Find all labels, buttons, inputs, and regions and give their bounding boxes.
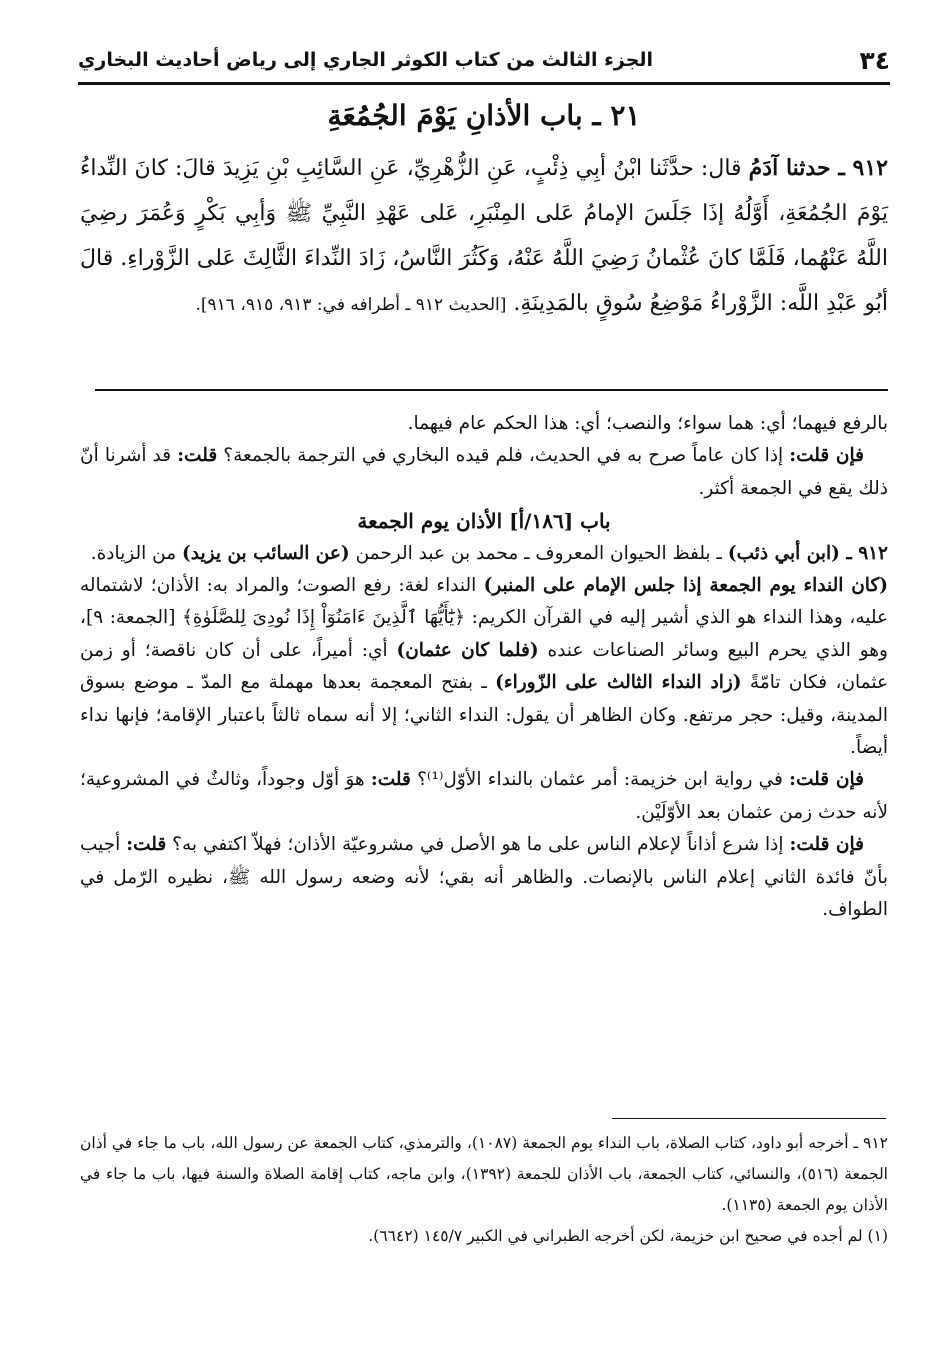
answer-text: قد أشرنا أنّ ذلك يقع في الجمعة أكثر.: [80, 445, 888, 499]
hadith-text: [80, 146, 888, 328]
sub-heading: باب [١٨٦/أ] الأذان يوم الجمعة: [357, 509, 611, 534]
chapter-title: ٢١ ـ باب الأذانِ يَوْمَ الجُمُعَةِ: [327, 99, 641, 132]
explanation: من الزيادة.: [90, 542, 183, 564]
commentary-paragraph-3: [80, 538, 888, 570]
explanation: ـ بفتح المعجمة بعدها مهملة مع المدّ ـ موضع بسوق المدينة، وقيل: حجر مرتفع. وكان الظاهر أن يقول: النداء الثاني؛ إلا أنه سماه ثالثاً باعتبار الإقامة؛ فإنها نداء أيضاً.: [80, 672, 888, 759]
page-number: ٣٤: [859, 45, 890, 75]
hadith-paragraph: [80, 146, 888, 328]
answer-text: هوَ أوّل وجوداً، وثالثٌ في المشروعية؛ لأنه حدث زمن عثمان بعد الأوّلَيْن.: [80, 769, 888, 823]
commentary-paragraph-5: [80, 764, 888, 829]
answer-label: قلت:: [177, 445, 218, 467]
header-rule: [78, 82, 890, 85]
commentary-paragraph-2: [80, 440, 888, 505]
footnote-hadith-912: ٩١٢ ـ أخرجه أبو داود، كتاب الصلاة، باب النداء يوم الجمعة (١٠٨٧)، والترمذي، كتاب الجمعة عن رسول الله، باب ما جاء في أذان الجمعة (٥١٦)، والنسائي، كتاب الجمعة، باب الأذان للجمعة (١٣٩٢)، وابن ماجه، كتاب إقامة الصلاة والسنة فيها، باب ما جاء في الأذان يوم الجمعة (١١٣٥).: [80, 1134, 889, 1214]
question-text: إذا شرع أذاناً لإعلام الناس على ما هو الأصل في مشروعيّة الأذان؛ فهلاّ اكتفي به؟: [166, 834, 790, 856]
bold-quote: ٩١٢ ـ (ابن أبي ذئب): [727, 542, 888, 564]
hadith-number-chain: ٩١٢ ـ حدثنا آدَمُ: [748, 155, 888, 181]
explanation: النداء لغة: رفع الصوت؛ والمراد به: الأذان؛ لاشتماله عليه، وهذا النداء هو الذي أشير إليه في القرآن الكريم: ﴿يَٰٓأَيُّهَا ٱلَّذِينَ ءَامَنُوٓاْ إِذَا نُودِىَ لِلصَّلَوٰةِ﴾ [الجمعة: ٩]، وهو الذي يحرم البيع وسائر الصناعات عنده: [80, 575, 888, 661]
explanation: أي: أميراً، على أن كان ناقصة؛ أو زمن عثمان، فكان تامّةً: [80, 639, 888, 694]
bold-quote: (زاد النداء الثالث على الزّوراء): [495, 672, 742, 694]
bold-quote: (عن السائب بن يزيد): [182, 542, 350, 564]
explanation: ـ بلفظ الحيوان المعروف ـ محمد بن عبد الرحمن: [349, 542, 728, 564]
running-title: الجزء الثالث من كتاب الكوثر الجاري إلى رياض أحاديث البخاري: [78, 49, 654, 71]
question-label: فإن قلت:: [789, 769, 864, 791]
commentary-paragraph-4: [80, 570, 888, 764]
answer-label: قلت:: [370, 769, 411, 791]
commentary-paragraph-1: بالرفع فيهما؛ أي: هما سواء؛ والنصب؛ أي: هذا الحكم عام فيهما.: [407, 413, 888, 434]
answer-label: قلت:: [126, 834, 167, 856]
commentary: [80, 408, 888, 927]
bold-quote: (كان النداء يوم الجمعة إذا جلس الإمام على المنبر): [483, 575, 889, 597]
hadith-body: قال: حدَّثَنا ابْنُ أبِي ذِئْبٍ، عَنِ الزُّهْرِيِّ، عَنِ السَّائِبِ بْنِ يَزِيدَ قالَ: كانَ النِّداءُ يَوْمَ الجُمُعَةِ، أَوَّلُهُ إذَا جَلَسَ الإمامُ عَلى المِنْبَرِ، عَلى عَهْدِ النَّبِيِّ ﷺ وَأبِي بَكْرٍ وَعُمَرَ رضِيَ اللَّهُ عَنْهُما، فَلَمَّا كانَ عُثْمانُ رَضِيَ اللَّهُ عَنْهُ، وَكَثُرَ النَّاسُ، زَادَ النِّداءَ الثَّالِثَ عَلى الزَّوْراءِ. قالَ أبُو عَبْدِ اللَّه: الزَّوْراءُ مَوْضِعُ سُوقٍ بالمَدِينَةِ.: [80, 156, 888, 316]
question-label: فإن قلت:: [789, 445, 864, 467]
footnote-1: (١) لم أجده في صحيح ابن خزيمة، لكن أخرجه الطبراني في الكبير ١٤٥/٧ (٦٦٤٢).: [368, 1227, 888, 1245]
hadith-references: [الحديث ٩١٢ ـ أطرافه في: ٩١٣، ٩١٥، ٩١٦].: [195, 295, 507, 315]
answer-text: أجيب بأنّ فائدة الثاني إعلام الناس بالإنصات. والظاهر أنه بقي؛ لأنه وضعه رسول الله ﷺ، نظيره الرّمل في الطواف.: [80, 834, 888, 921]
footnotes: [80, 1128, 888, 1252]
running-header: [78, 40, 890, 80]
bold-quote: (فلما كان عثمان): [396, 639, 539, 661]
footnote-rule: [612, 1118, 886, 1119]
question-text: إذا كان عاماً صرح به في الحديث، فلم قيده البخاري في الترجمة بالجمعة؟: [217, 445, 790, 467]
question-label: فإن قلت:: [789, 834, 864, 856]
section-divider: [95, 389, 888, 391]
commentary-paragraph-6: [80, 829, 888, 926]
question-text: في رواية ابن خزيمة: أمر عثمان بالنداء الأوّل⁽¹⁾؟: [410, 769, 790, 791]
